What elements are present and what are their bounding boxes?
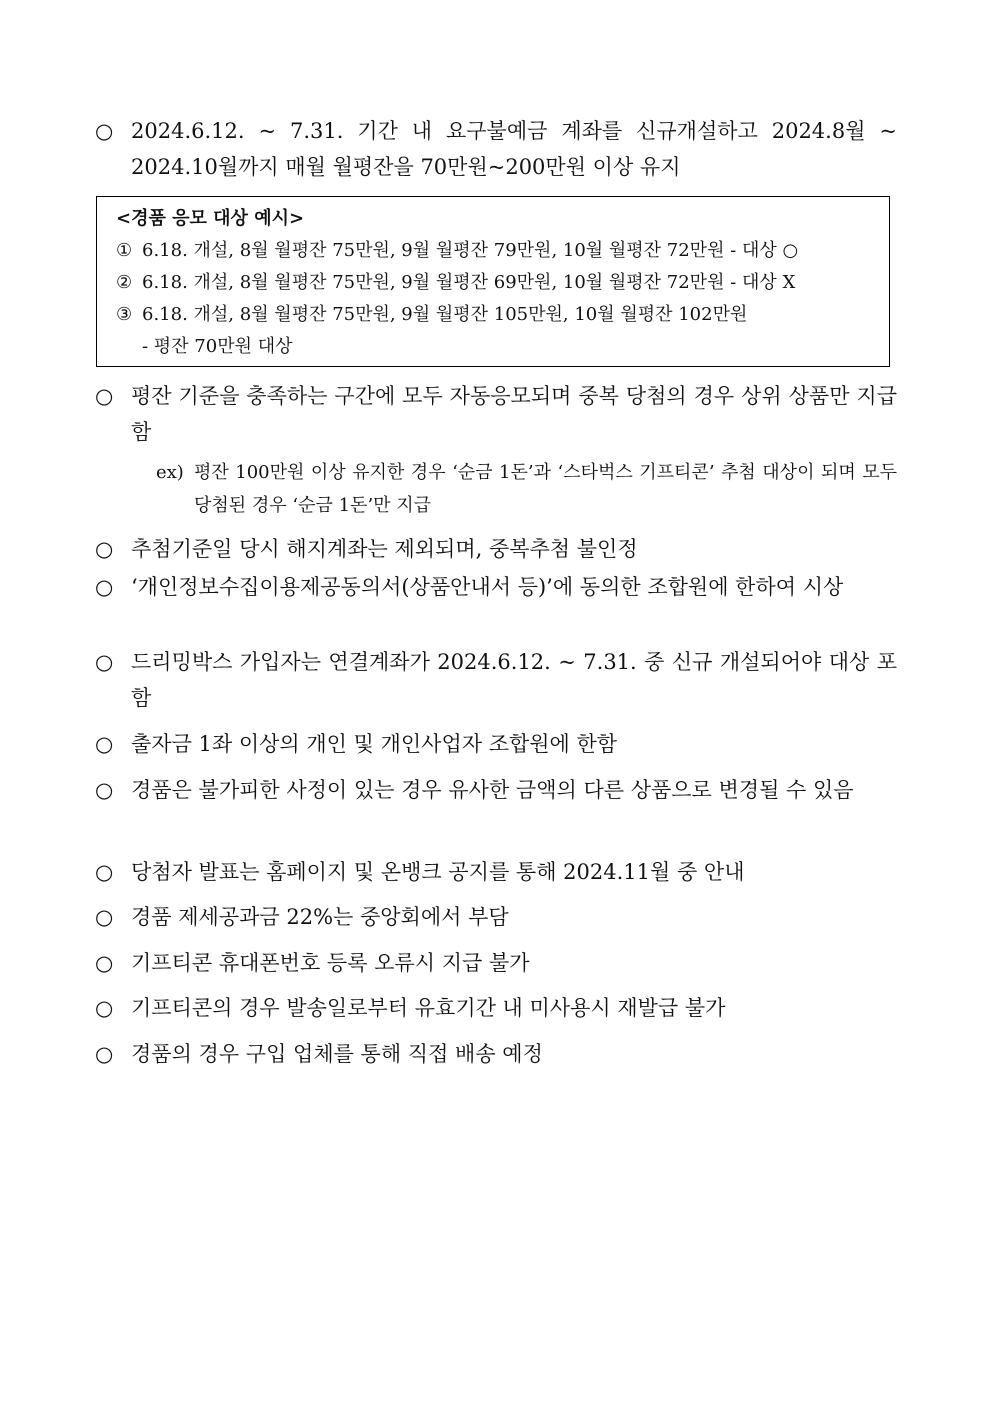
condition-text: 경품은 불가피한 사정이 있는 경우 유사한 금액의 다른 상품으로 변경될 수 있음	[131, 778, 854, 802]
example-box	[96, 196, 890, 367]
condition-item	[95, 531, 897, 567]
condition-item	[95, 1036, 897, 1072]
condition-text: 평잔 기준을 충족하는 구간에 모두 자동응모되며 중복 당첨의 경우 상위 상품만 지급함	[131, 384, 897, 444]
circle-bullet-icon: ○	[95, 575, 114, 599]
example-row-text: 6.18. 개설, 8월 월평잔 75만원, 9월 월평잔 69만원, 10월 월평잔 72만원 - 대상 X	[142, 272, 796, 293]
condition-text: 출자금 1좌 이상의 개인 및 개인사업자 조합원에 한함	[131, 732, 618, 756]
condition-item	[95, 378, 897, 450]
example-row	[116, 267, 879, 299]
circle-bullet-icon: ○	[95, 996, 114, 1020]
condition-item	[95, 772, 897, 808]
condition-item	[95, 945, 897, 981]
circle-bullet-icon: ○	[95, 732, 114, 756]
example-row	[116, 299, 879, 331]
condition-item	[95, 990, 897, 1026]
circle-bullet-icon: ○	[95, 778, 114, 802]
condition-item	[95, 726, 897, 762]
condition-text: 경품의 경우 구입 업체를 통해 직접 배송 예정	[131, 1042, 543, 1066]
example-row-number: ②	[116, 272, 133, 293]
example-row-number: ①	[116, 240, 133, 261]
condition-item	[95, 569, 897, 605]
circle-bullet-icon: ○	[95, 537, 114, 561]
circle-bullet-icon: ○	[95, 1042, 114, 1066]
condition-text: 추첨기준일 당시 해지계좌는 제외되며, 중복추첨 불인정	[131, 537, 638, 561]
example-note-text: 평잔 100만원 이상 유지한 경우 ‘순금 1돈’과 ‘스타벅스 기프티콘’ 추첨 대상이 되며 모두 당첨된 경우 ‘순금 1돈’만 지급	[194, 462, 897, 516]
condition-text: 경품 제세공과금 22%는 중앙회에서 부담	[131, 905, 509, 929]
condition-text: 2024.6.12. ~ 7.31. 기간 내 요구불예금 계좌를 신규개설하고 2024.8월 ~ 2024.10월까지 매월 월평잔을 70만원~200만원 이상 유지	[131, 119, 897, 179]
condition-item	[95, 113, 897, 185]
example-row-text: 6.18. 개설, 8월 월평잔 75만원, 9월 월평잔 79만원, 10월 월평잔 72만원 - 대상 ○	[142, 240, 799, 261]
circle-bullet-icon: ○	[95, 860, 114, 884]
condition-text: 드리밍박스 가입자는 연결계좌가 2024.6.12. ~ 7.31. 중 신규 개설되어야 대상 포함	[131, 650, 897, 710]
condition-item	[95, 644, 897, 716]
condition-text: 기프티콘의 경우 발송일로부터 유효기간 내 미사용시 재발급 불가	[131, 996, 726, 1020]
condition-text: 기프티콘 휴대폰번호 등록 오류시 지급 불가	[131, 951, 530, 975]
example-note	[156, 456, 897, 522]
circle-bullet-icon: ○	[95, 905, 114, 929]
example-row-text: 6.18. 개설, 8월 월평잔 75만원, 9월 월평잔 105만원, 10월 월평잔 102만원	[142, 304, 748, 325]
example-note-lead: ex)	[156, 462, 184, 483]
example-row-number: ③	[116, 304, 133, 325]
circle-bullet-icon: ○	[95, 119, 114, 143]
condition-text: ‘개인정보수집이용제공동의서(상품안내서 등)’에 동의한 조합원에 한하여 시상	[131, 575, 844, 599]
condition-text: 당첨자 발표는 홈페이지 및 온뱅크 공지를 통해 2024.11월 중 안내	[131, 860, 745, 884]
condition-item	[95, 899, 897, 935]
example-row-continuation: - 평잔 70만원 대상	[142, 336, 293, 357]
circle-bullet-icon: ○	[95, 384, 114, 408]
example-box-title: <경품 응모 대상 예시>	[116, 208, 305, 229]
example-row	[116, 235, 879, 267]
condition-item	[95, 854, 897, 890]
circle-bullet-icon: ○	[95, 951, 114, 975]
circle-bullet-icon: ○	[95, 650, 114, 674]
